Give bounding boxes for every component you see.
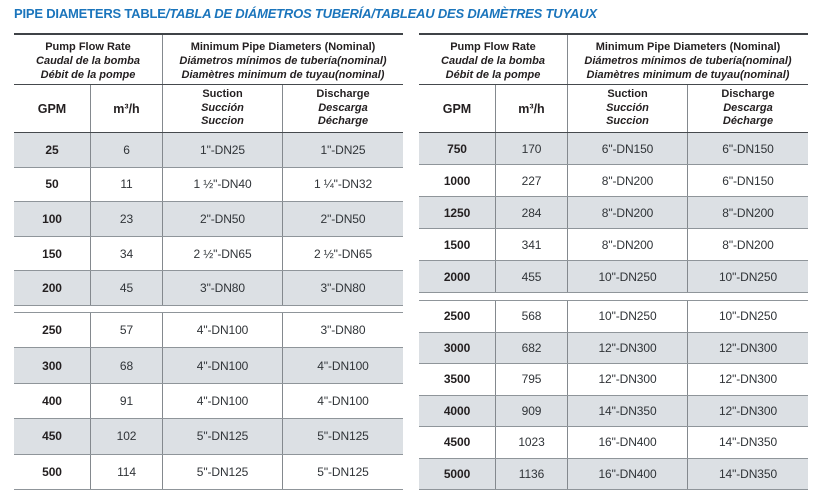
pipe-diameters-table-right [419,33,808,490]
gpm-value: 4000 [443,403,471,418]
header-pump-flow-rate-en: Pump Flow Rate [450,41,536,53]
discharge-value: 8"-DN200 [687,229,808,260]
table-row [14,384,403,419]
discharge-value: 5"-DN125 [282,455,403,489]
table-row [14,419,403,454]
discharge-value: 10"-DN250 [687,301,808,332]
m3h-value: 57 [90,313,162,347]
discharge-value: 12"-DN300 [687,396,808,427]
header-pump-flow-rate-fr: Débit de la pompe [40,69,136,81]
header-min-pipe-diameters-en: Minimum Pipe Diameters (Nominal) [595,41,781,53]
header-discharge-en: Discharge [721,88,775,101]
discharge-value: 12"-DN300 [687,333,808,364]
m3h-value: 1136 [495,459,567,490]
header-min-pipe-diameters-es: Diámetros mínimos de tubería(nominal) [584,55,792,67]
table-section-1 [419,133,808,293]
m3h-value: 227 [495,165,567,196]
gpm-value: 5000 [443,466,471,481]
suction-value: 4"-DN100 [162,348,282,382]
gpm-value: 1000 [443,173,471,188]
table-row [14,133,403,168]
m3h-value: 1023 [495,427,567,458]
header-suction-fr: Succion [201,115,244,128]
gpm-value: 3000 [443,340,471,355]
header-pump-flow-rate-en: Pump Flow Rate [45,41,131,53]
header-suction-fr: Succion [606,115,649,128]
gpm-value: 1250 [443,205,471,220]
table-row [14,313,403,348]
header-gpm: GPM [37,101,67,116]
gpm-value: 250 [42,323,62,338]
table-row [419,459,808,491]
suction-value: 8"-DN200 [567,197,687,228]
header-pump-flow-rate [14,35,162,84]
header-m3h: m³/h [495,85,567,132]
discharge-value: 1 ¼"-DN32 [282,168,403,202]
table-row [419,197,808,229]
header-suction [567,85,687,132]
gpm-value: 150 [42,246,62,261]
m3h-value: 114 [90,455,162,489]
m3h-value: 6 [90,133,162,167]
header-discharge-fr: Décharge [317,115,369,128]
discharge-value: 14"-DN350 [687,427,808,458]
suction-value: 14"-DN350 [567,396,687,427]
m3h-value: 909 [495,396,567,427]
header-discharge-fr: Décharge [722,115,774,128]
m3h-value: 34 [90,237,162,271]
m3h-value: 455 [495,261,567,292]
discharge-value: 6"-DN150 [687,165,808,196]
gpm-value: 25 [45,142,59,157]
table-row [419,364,808,396]
header-pump-flow-rate [419,35,567,84]
discharge-value: 2 ½"-DN65 [282,237,403,271]
gpm-value: 750 [447,141,467,156]
header-min-pipe-diameters-fr: Diamètres minimum de tuyau(nominal) [586,69,790,81]
gpm-value: 3500 [443,372,471,387]
suction-value: 12"-DN300 [567,333,687,364]
table-row [14,348,403,383]
suction-value: 2"-DN50 [162,202,282,236]
header-suction-es: Succión [606,101,649,114]
m3h-value: 341 [495,229,567,260]
table-row [419,301,808,333]
header-min-pipe-diameters-es: Diámetros mínimos de tubería(nominal) [179,55,387,67]
gpm-value: 100 [42,211,62,226]
suction-value: 2 ½"-DN65 [162,237,282,271]
header-pump-flow-rate-es: Caudal de la bomba [36,55,140,67]
table-row [419,261,808,293]
m3h-value: 284 [495,197,567,228]
header-pump-flow-rate-fr: Débit de la pompe [445,69,541,81]
header-min-pipe-diameters-fr: Diamètres minimum de tuyau(nominal) [181,69,385,81]
gpm-value: 2500 [443,309,471,324]
table-section-2 [419,300,808,490]
pipe-diameters-table-left [14,33,403,490]
gpm-value: 2000 [443,269,471,284]
table-row [14,271,403,306]
gpm-value: 50 [45,177,59,192]
m3h-value: 795 [495,364,567,395]
header-min-pipe-diameters [162,35,403,84]
suction-value: 1"-DN25 [162,133,282,167]
suction-value: 4"-DN100 [162,384,282,418]
table-header-row-1 [419,33,808,85]
m3h-value: 68 [90,348,162,382]
discharge-value: 6"-DN150 [687,133,808,164]
header-discharge-en: Discharge [316,88,370,101]
header-suction-en: Suction [202,88,243,101]
suction-value: 12"-DN300 [567,364,687,395]
table-row [419,133,808,165]
table-row [419,165,808,197]
header-suction-en: Suction [607,88,648,101]
suction-value: 5"-DN125 [162,419,282,453]
discharge-value: 8"-DN200 [687,197,808,228]
header-min-pipe-diameters-en: Minimum Pipe Diameters (Nominal) [190,41,376,53]
header-discharge [687,85,808,132]
gpm-value: 400 [42,393,62,408]
suction-value: 4"-DN100 [162,313,282,347]
table-row [419,333,808,365]
m3h-value: 91 [90,384,162,418]
gpm-value: 200 [42,281,62,296]
discharge-value: 2"-DN50 [282,202,403,236]
header-suction-es: Succión [201,101,244,114]
suction-value: 6"-DN150 [567,133,687,164]
table-row [14,202,403,237]
discharge-value: 12"-DN300 [687,364,808,395]
discharge-value: 10"-DN250 [687,261,808,292]
suction-value: 1 ½"-DN40 [162,168,282,202]
header-min-pipe-diameters [567,35,808,84]
discharge-value: 3"-DN80 [282,313,403,347]
header-pump-flow-rate-es: Caudal de la bomba [441,55,545,67]
suction-value: 8"-DN200 [567,229,687,260]
gpm-value: 500 [42,464,62,479]
table-header-row-2 [419,85,808,133]
discharge-value: 4"-DN100 [282,384,403,418]
discharge-value: 5"-DN125 [282,419,403,453]
discharge-value: 14"-DN350 [687,459,808,490]
table-row [14,237,403,272]
suction-value: 10"-DN250 [567,261,687,292]
page-title [14,6,597,21]
header-discharge [282,85,403,132]
table-header-row-1 [14,33,403,85]
gpm-value: 450 [42,429,62,444]
header-gpm: GPM [442,101,472,116]
discharge-value: 4"-DN100 [282,348,403,382]
gpm-value: 1500 [443,237,471,252]
header-discharge-es: Descarga [723,101,773,114]
suction-value: 16"-DN400 [567,427,687,458]
suction-value: 16"-DN400 [567,459,687,490]
table-section-2 [14,312,403,490]
table-section-1 [14,133,403,306]
table-row [419,427,808,459]
table-row [419,396,808,428]
table-header-row-2 [14,85,403,133]
table-row [14,168,403,203]
discharge-value: 1"-DN25 [282,133,403,167]
header-discharge-es: Descarga [318,101,368,114]
suction-value: 10"-DN250 [567,301,687,332]
m3h-value: 11 [90,168,162,202]
suction-value: 3"-DN80 [162,271,282,305]
m3h-value: 568 [495,301,567,332]
page-title-main: PIPE DIAMETERS TABLE [14,6,166,21]
suction-value: 5"-DN125 [162,455,282,489]
discharge-value: 3"-DN80 [282,271,403,305]
m3h-value: 102 [90,419,162,453]
header-m3h: m³/h [90,85,162,132]
gpm-value: 300 [42,358,62,373]
table-row [419,229,808,261]
m3h-value: 682 [495,333,567,364]
m3h-value: 170 [495,133,567,164]
m3h-value: 45 [90,271,162,305]
m3h-value: 23 [90,202,162,236]
page-title-translations: /TABLA DE DIÁMETROS TUBERÍA/TABLEAU DES DIAMÈTRES TUYAUX [165,6,597,21]
table-row [14,455,403,490]
suction-value: 8"-DN200 [567,165,687,196]
header-suction [162,85,282,132]
gpm-value: 4500 [443,435,471,450]
